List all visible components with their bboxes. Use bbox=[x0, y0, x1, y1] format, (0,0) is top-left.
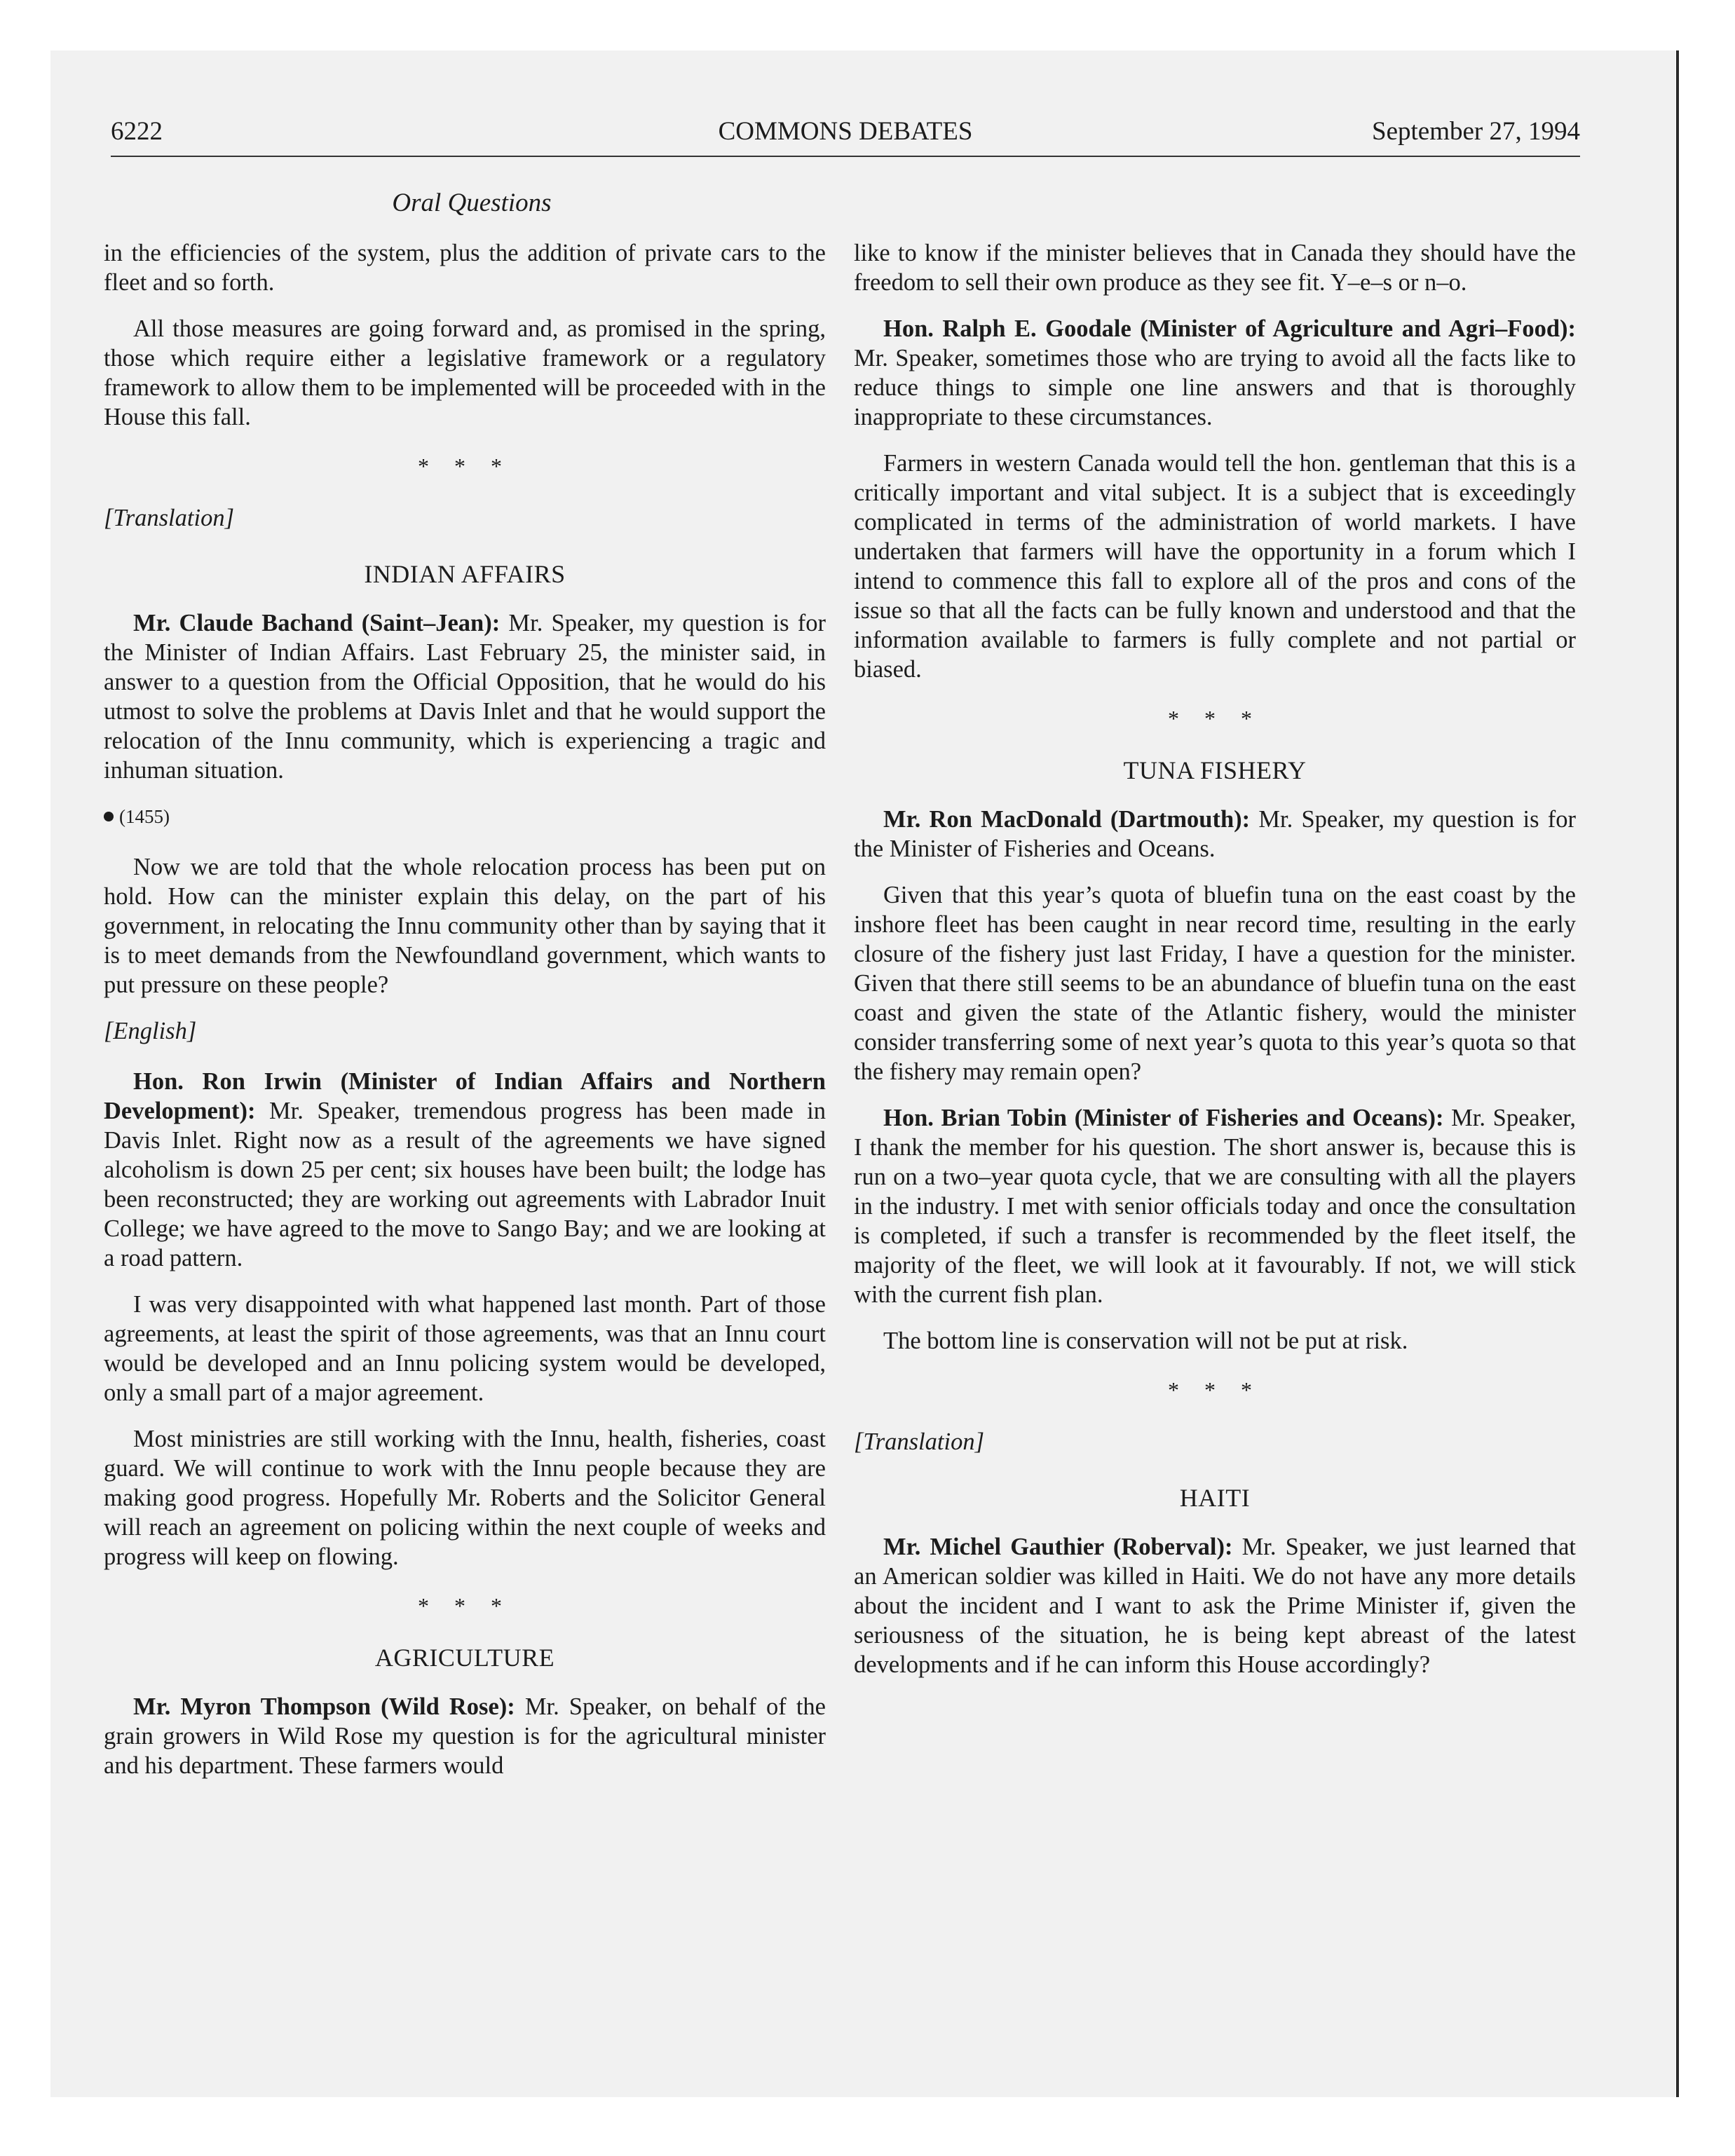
language-tag: [Translation] bbox=[854, 1428, 984, 1455]
section-separator: * * * bbox=[1168, 706, 1262, 731]
speech-text: Mr. Speaker, tremendous progress has been made in Davis Inlet. Right now as a result of the agreements we have signed alcoholism is down 25 per cent; six houses have been built; the lodge has been reconstructed; they are working out agreements with Labrador Inuit College; we have agreed to the move to Sango Bay; and we are looking at a road pattern. bbox=[104, 1098, 826, 1271]
publication-date: September 27, 1994 bbox=[1372, 117, 1580, 146]
paragraph: The bottom line is conservation will not be put at risk. bbox=[883, 1328, 1408, 1354]
speaker-name: Hon. Ron Irwin (Minister of Indian Affairs and Northern Development): bbox=[104, 1068, 826, 1124]
speech bbox=[104, 1067, 826, 1273]
section-separator: * * * bbox=[418, 453, 512, 479]
speaker-name: Mr. Ron MacDonald (Dartmouth): bbox=[883, 806, 1251, 833]
section-separator: * * * bbox=[1168, 1377, 1262, 1403]
speech-text: Mr. Speaker, sometimes those who are trying to avoid all the facts like to reduce things to simple one line answers and that is thoroughly inappropriate to these circumstances. bbox=[854, 345, 1576, 430]
page-header bbox=[111, 116, 1580, 157]
paragraph: Given that this year’s quota of bluefin tuna on the east coast by the inshore fleet has been caught in near record time, resulting in the early closure of the fishery just last Friday, I have a question for the minister. Given that there still seems to be an abundance of bluefin tuna on the east coast and given the state of the Atlantic fishery, would the minister consider transferring some of next year’s quota to this year’s quota so that the fishery may remain open? bbox=[854, 882, 1576, 1085]
speech-text: Mr. Speaker, on behalf of the grain growers in Wild Rose my question is for the agricultural minister and his department. These farmers would bbox=[104, 1693, 826, 1779]
speech bbox=[104, 608, 826, 785]
paragraph: in the efficiencies of the system, plus the addition of private cars to the fleet and so forth. bbox=[104, 240, 826, 296]
speech bbox=[854, 1103, 1576, 1309]
language-tag: [English] bbox=[104, 1018, 197, 1044]
speaker-name: Hon. Ralph E. Goodale (Minister of Agriculture and Agri–Food): bbox=[883, 315, 1576, 342]
topic-heading: INDIAN AFFAIRS bbox=[364, 560, 566, 588]
paragraph: Now we are told that the whole relocation process has been put on hold. How can the minister explain this delay, on the part of his government, in relocating the Innu community other than by saying that it is to meet demands from the Newfoundland government, which wants to put pressure on these people? bbox=[104, 854, 826, 998]
right-column bbox=[854, 238, 1576, 1696]
speech-text: Mr. Speaker, my question is for the Minister of Fisheries and Oceans. bbox=[854, 806, 1576, 862]
topic-heading: TUNA FISHERY bbox=[1123, 756, 1307, 784]
section-separator: * * * bbox=[418, 1593, 512, 1618]
speaker-name: Mr. Claude Bachand (Saint–Jean): bbox=[133, 610, 501, 636]
paragraph: Most ministries are still working with the Innu, health, fisheries, coast guard. We will continue to work with the Innu people because they are making good progress. Hopefully Mr. Roberts and the Solicitor General will reach an agreement on policing within the next couple of weeks and progress will keep on flowing. bbox=[104, 1426, 826, 1570]
paragraph: I was very disappointed with what happened last month. Part of those agreements, at least the spirit of those agreements, was that an Innu court would be developed and an Innu policing system would be developed, only a small part of a major agreement. bbox=[104, 1291, 826, 1406]
speech-text: Mr. Speaker, I thank the member for his question. The short answer is, because this is run on a two–year quota cycle, that we are consulting with all the players in the industry. I met with senior officials today and once the consultation is completed, if such a transfer is recommended by the fleet itself, the majority of the fleet, we will look at it favourably. If not, we will stick with the current fish plan. bbox=[854, 1105, 1576, 1308]
topic-heading: AGRICULTURE bbox=[374, 1644, 555, 1672]
timestamp bbox=[104, 802, 826, 831]
speaker-name: Mr. Michel Gauthier (Roberval): bbox=[883, 1534, 1233, 1560]
speech bbox=[854, 314, 1576, 432]
topic-heading: HAITI bbox=[1179, 1484, 1251, 1512]
paragraph: All those measures are going forward and, as promised in the spring, those which require either a legislative framework or a regulatory framework to allow them to be implemented will be proceeded with in the House this fall. bbox=[104, 315, 826, 430]
speaker-name: Hon. Brian Tobin (Minister of Fisheries and Oceans): bbox=[883, 1105, 1444, 1131]
speech-text: Mr. Speaker, my question is for the Minister of Indian Affairs. Last February 25, the minister said, in answer to a question from the Official Opposition, that he would do his utmost to solve the problems at Davis Inlet and that he would support the relocation of the Innu community, which is experiencing a tragic and inhuman situation. bbox=[104, 610, 826, 784]
paragraph: Farmers in western Canada would tell the hon. gentleman that this is a critically important and vital subject. It is a subject that is exceedingly complicated in terms of the administration of world markets. I have undertaken that farmers will have the opportunity in a forum which I intend to commence this fall to explore all of the pros and cons of the issue so that all the facts can be fully known and understood and that the information available to farmers is fully complete and not partial or biased. bbox=[854, 450, 1576, 683]
timestamp-text: (1455) bbox=[119, 806, 170, 827]
left-column bbox=[104, 238, 826, 1797]
section-heading: Oral Questions bbox=[392, 189, 552, 217]
header-rule bbox=[111, 156, 1580, 157]
bullet-icon bbox=[104, 812, 114, 821]
speech bbox=[104, 1692, 826, 1780]
paragraph: like to know if the minister believes that in Canada they should have the freedom to sell their own produce as they see fit. Y–e–s or n–o. bbox=[854, 240, 1576, 296]
language-tag: [Translation] bbox=[104, 505, 234, 531]
speech bbox=[854, 1532, 1576, 1679]
speaker-name: Mr. Myron Thompson (Wild Rose): bbox=[133, 1693, 515, 1720]
publication-title: COMMONS DEBATES bbox=[718, 117, 973, 146]
page-number: 6222 bbox=[111, 117, 163, 146]
speech bbox=[854, 805, 1576, 864]
scan-edge-line bbox=[1676, 50, 1679, 2097]
speech-text: Mr. Speaker, we just learned that an American soldier was killed in Haiti. We do not have any more details about the incident and I want to ask the Prime Minister if, given the seriousness of the situation, he is being kept abreast of the latest developments and if he can inform this House accordingly? bbox=[854, 1534, 1576, 1678]
